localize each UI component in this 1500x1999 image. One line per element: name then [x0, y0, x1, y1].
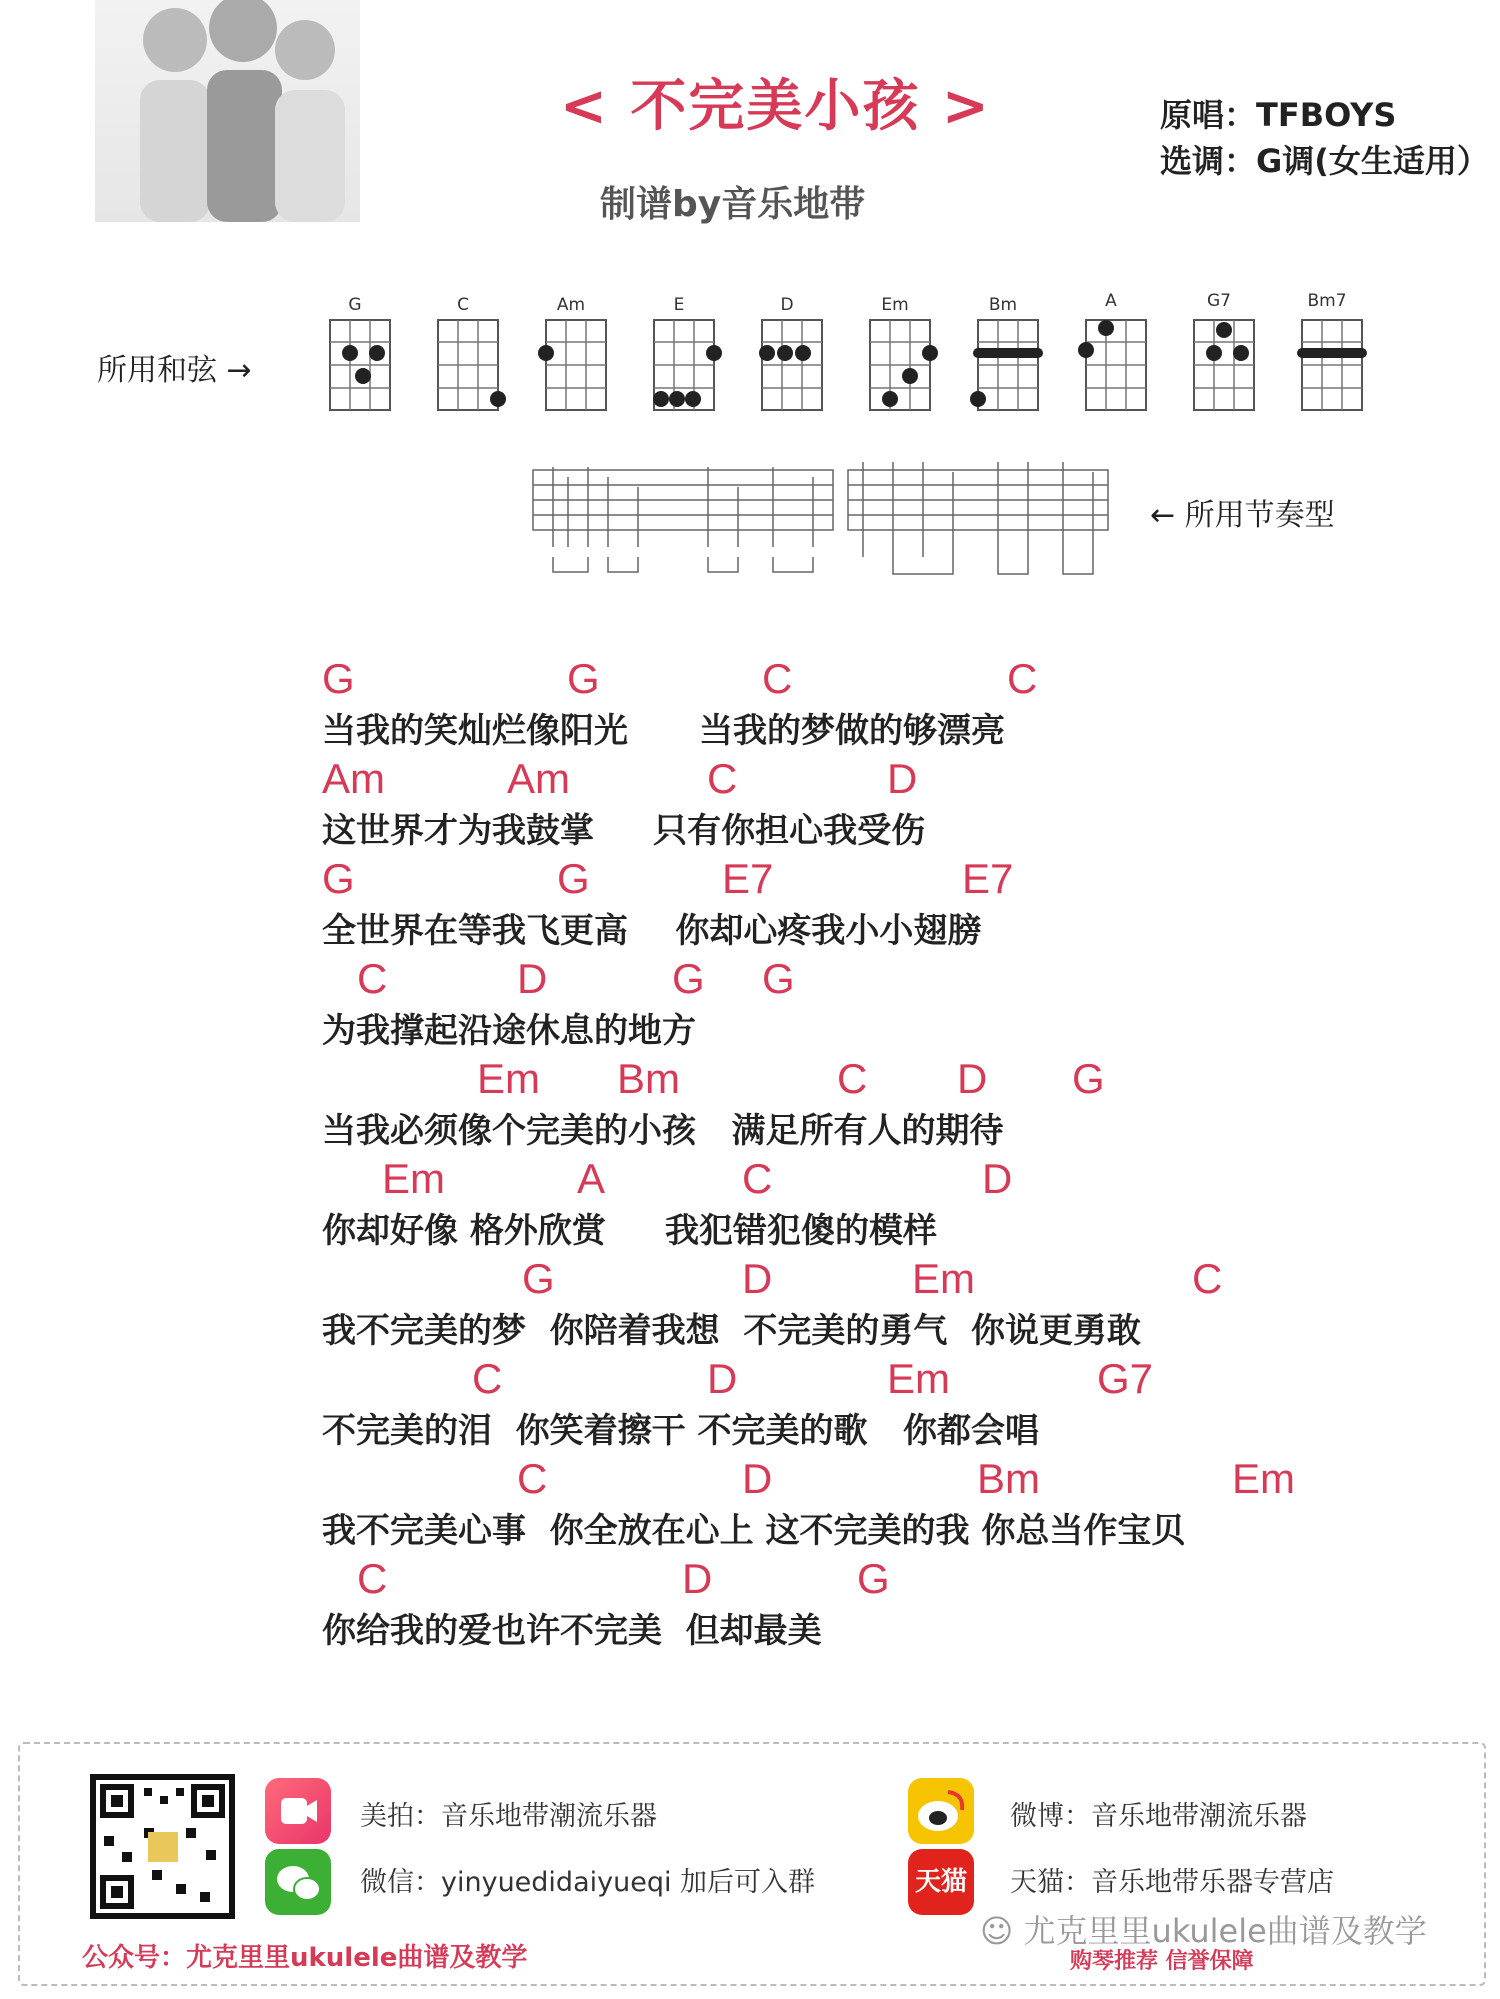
lyric-text: 为我撑起沿途休息的地方: [322, 1011, 696, 1051]
rhythm-patterns: [528, 462, 1128, 580]
chord-symbol: D: [982, 1155, 1013, 1202]
chord-symbol: D: [742, 1255, 773, 1302]
svg-text:Am: Am: [556, 295, 586, 315]
chords-label: 所用和弦 →: [97, 353, 252, 388]
chord-diagram-bm: [970, 295, 1043, 410]
chord-symbol: A: [577, 1155, 606, 1202]
song-line: [322, 755, 1372, 855]
song-title: < 不完美小孩 >: [560, 74, 991, 139]
chord-symbol: E7: [962, 855, 1014, 902]
lyric-text: 你给我的爱也许不完美 但却最美: [322, 1611, 822, 1651]
svg-text:G7: G7: [1207, 291, 1231, 311]
song-line: [322, 1355, 1372, 1455]
svg-text:C: C: [457, 295, 469, 315]
artist-photo: [95, 0, 360, 222]
lyric-text: 全世界在等我飞更高 你却心疼我小小翅膀: [322, 911, 982, 951]
chord-diagram-a: [1078, 291, 1146, 410]
chord-symbol: C: [742, 1155, 773, 1202]
svg-text:D: D: [780, 295, 794, 315]
chord-symbol: D: [682, 1555, 713, 1602]
chord-symbol: G: [522, 1255, 555, 1302]
key-info: 选调：G调(女生适用）: [1160, 142, 1489, 180]
chord-symbol: G: [567, 655, 600, 702]
original-singer: 原唱：TFBOYS: [1160, 96, 1397, 134]
meipai-icon: [265, 1778, 331, 1844]
chord-symbol: G: [762, 955, 795, 1002]
song-line: [322, 1555, 1372, 1655]
chord-diagram-g7: [1194, 291, 1254, 410]
chord-symbol: C: [837, 1055, 868, 1102]
chord-symbol: E7: [722, 855, 774, 902]
chord-symbol: C: [762, 655, 793, 702]
wechat-icon: [265, 1849, 331, 1915]
lyric-text: 当我的笑灿烂像阳光 当我的梦做的够漂亮: [322, 711, 1006, 751]
watermark-text: 尤克里里ukulele曲谱及教学: [1023, 1912, 1427, 1950]
song-line: [322, 1255, 1372, 1355]
song-meta: [1160, 92, 1489, 184]
tmall-icon: 天猫: [908, 1849, 974, 1915]
chord-symbol: Bm: [617, 1055, 680, 1102]
wechat-text: 微信：yinyuedidaiyueqi 加后可入群: [360, 1867, 816, 1898]
chord-symbol: C: [707, 755, 738, 802]
chord-diagram-g: [330, 295, 390, 410]
wechat-small-icon: ☺: [980, 1912, 1014, 1950]
official-account: 公众号：尤克里里ukulele曲谱及教学: [82, 1943, 528, 1973]
qr-code: [90, 1774, 235, 1919]
chord-symbol: C: [357, 1555, 388, 1602]
chord-diagram-e: [653, 295, 722, 410]
chord-symbol: G: [322, 655, 355, 702]
chord-diagram-bm7: [1297, 291, 1367, 410]
chord-diagram-d: [759, 295, 822, 410]
chord-symbol: D: [742, 1455, 773, 1502]
slogan: 购琴推荐 信誉保障: [1070, 1949, 1254, 1974]
chord-symbol: G: [322, 855, 355, 902]
svg-text:E: E: [673, 295, 685, 315]
transcriber-credit: 制谱by音乐地带: [600, 184, 866, 225]
song-line: [322, 855, 1372, 955]
chord-symbol: G: [1072, 1055, 1105, 1102]
footer: [18, 1742, 1486, 1986]
chord-symbol: C: [357, 955, 388, 1002]
chord-symbol: C: [472, 1355, 503, 1402]
chord-symbol: Em: [912, 1255, 975, 1302]
song-line: [322, 1055, 1372, 1155]
chord-diagram-em: [870, 295, 938, 410]
chord-name: G: [348, 295, 362, 315]
tmall-text: 天猫：音乐地带乐器专营店: [1010, 1867, 1334, 1898]
chord-symbol: Am: [507, 755, 570, 802]
lyric-text: 不完美的泪 你笑着擦干 不完美的歌 你都会唱: [322, 1411, 1040, 1451]
lyric-text: 我不完美心事 你全放在心上 这不完美的我 你总当作宝贝: [322, 1511, 1186, 1551]
lyric-text: 我不完美的梦 你陪着我想 不完美的勇气 你说更勇敢: [322, 1311, 1142, 1351]
chord-symbol: G: [672, 955, 705, 1002]
chord-symbol: Am: [322, 755, 385, 802]
song-body: [322, 655, 1372, 1655]
chord-diagram-am: [538, 295, 606, 410]
song-line: [322, 1455, 1372, 1555]
chord-symbol: C: [517, 1455, 548, 1502]
chord-symbol: G: [557, 855, 590, 902]
chord-symbol: Em: [1232, 1455, 1295, 1502]
meipai-text: 美拍：音乐地带潮流乐器: [360, 1801, 657, 1832]
chord-symbol: Bm: [977, 1455, 1040, 1502]
chord-symbol: Em: [382, 1155, 445, 1202]
chord-symbol: D: [707, 1355, 738, 1402]
lyric-text: 你却好像 格外欣赏 我犯错犯傻的模样: [322, 1211, 938, 1251]
song-line: [322, 655, 1372, 755]
chord-symbol: G: [857, 1555, 890, 1602]
svg-text:Bm7: Bm7: [1307, 291, 1347, 311]
song-line: [322, 955, 1372, 1055]
chord-symbol: D: [887, 755, 918, 802]
chord-symbol: D: [517, 955, 548, 1002]
chord-symbol: D: [957, 1055, 988, 1102]
svg-text:Em: Em: [881, 295, 909, 315]
chord-diagram-c: [438, 295, 506, 410]
chord-diagrams: [325, 290, 1375, 420]
lyric-text: 这世界才为我鼓掌 只有你担心我受伤: [322, 811, 926, 851]
chord-symbol: Em: [887, 1355, 950, 1402]
lyric-text: 当我必须像个完美的小孩 满足所有人的期待: [322, 1111, 1004, 1151]
weibo-text: 微博：音乐地带潮流乐器: [1010, 1801, 1307, 1832]
weibo-icon: [908, 1778, 974, 1844]
chord-symbol: C: [1192, 1255, 1223, 1302]
chord-symbol: G7: [1097, 1355, 1154, 1402]
rhythm-label: ← 所用节奏型: [1150, 498, 1335, 533]
song-line: [322, 1155, 1372, 1255]
chord-symbol: C: [1007, 655, 1038, 702]
svg-text:Bm: Bm: [988, 295, 1018, 315]
svg-text:A: A: [1105, 291, 1117, 311]
chord-symbol: Em: [477, 1055, 540, 1102]
